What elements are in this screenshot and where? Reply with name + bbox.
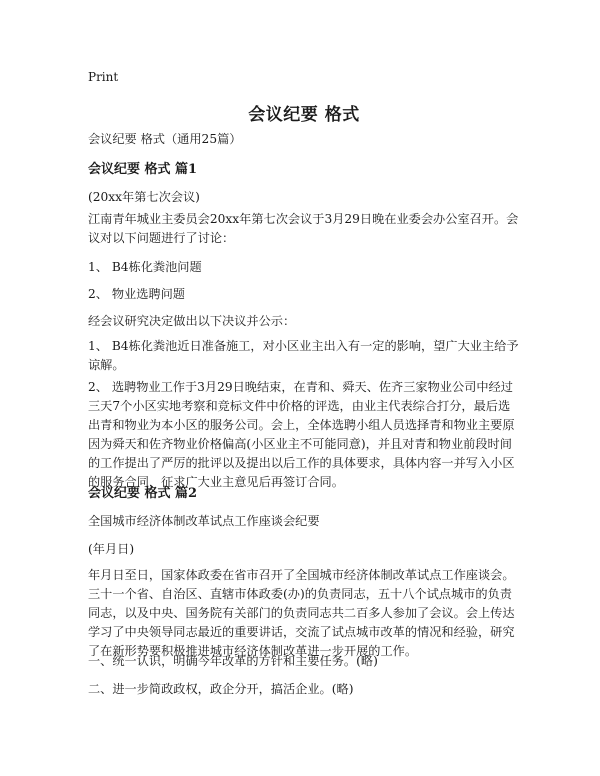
document-subtitle: 会议纪要 格式（通用25篇） <box>88 132 242 146</box>
paragraph: 1、 B4栋化粪池近日准备施工，对小区业主出入有一定的影响，望广大业主给予谅解。 <box>88 339 519 372</box>
paragraph: 经会议研究决定做出以下决议并公示： <box>88 314 296 328</box>
paragraph: 一、统一认识，明确今年改革的方针和主要任务。(略) <box>88 654 378 668</box>
paragraph: (20xx年第七次会议) <box>88 190 200 204</box>
paragraph: 江南青年城业主委员会20xx年第七次会议于3月29日晚在业委会办公室召开。会议对以下问题进行了讨论： <box>88 212 519 245</box>
paragraph: 二、进一步简政政权，政企分开，搞活企业。(略) <box>88 682 354 696</box>
section-1-heading: 会议纪要 格式 篇1 <box>88 162 198 177</box>
paragraph: 2、 物业选聘问题 <box>88 287 185 301</box>
paragraph: 全国城市经济体制改革试点工作座谈会纪要 <box>88 514 320 528</box>
print-label[interactable]: Print <box>88 70 119 84</box>
paragraph: (年月日) <box>88 542 135 556</box>
paragraph: 年月日至日，国家体政委在省市召开了全国城市经济体制改革试点工作座谈会。三十一个省、自治区、直辖市体政委(办)的负责同志，五十八个试点城市的负责同志，以及中央、国务院有关部门的负责同志共二百多人参加了会议。会上传达学习了中央领导同志最近的重要讲话，交流了试点城市改革的情况和经验，研究了在新形势要积极推进城市经济体制改革进一步开展的工作。 <box>88 568 515 658</box>
section-2-heading: 会议纪要 格式 篇2 <box>88 486 198 501</box>
paragraph: 2、 选聘物业工作于3月29日晚结束，在青和、舜天、佐齐三家物业公司中经过三天7个小区实地考察和竞标文件中价格的评选，由业主代表综合打分，最后选出青和物业为本小区的服务公司。会上，全体选聘小组人员选择青和物业主要原因为舜天和佐齐物业价格偏高(小区业主不可能同意)，并且对青和物业前段时间的工作提出了严厉的批评以及提出以后工作的具体要求，具体内容一并写入小区的服务合同，征求广大业主意见后再签订合同。 <box>88 380 515 489</box>
document-title: 会议纪要 格式 <box>248 105 360 125</box>
paragraph: 1、 B4栋化粪池问题 <box>88 260 202 274</box>
